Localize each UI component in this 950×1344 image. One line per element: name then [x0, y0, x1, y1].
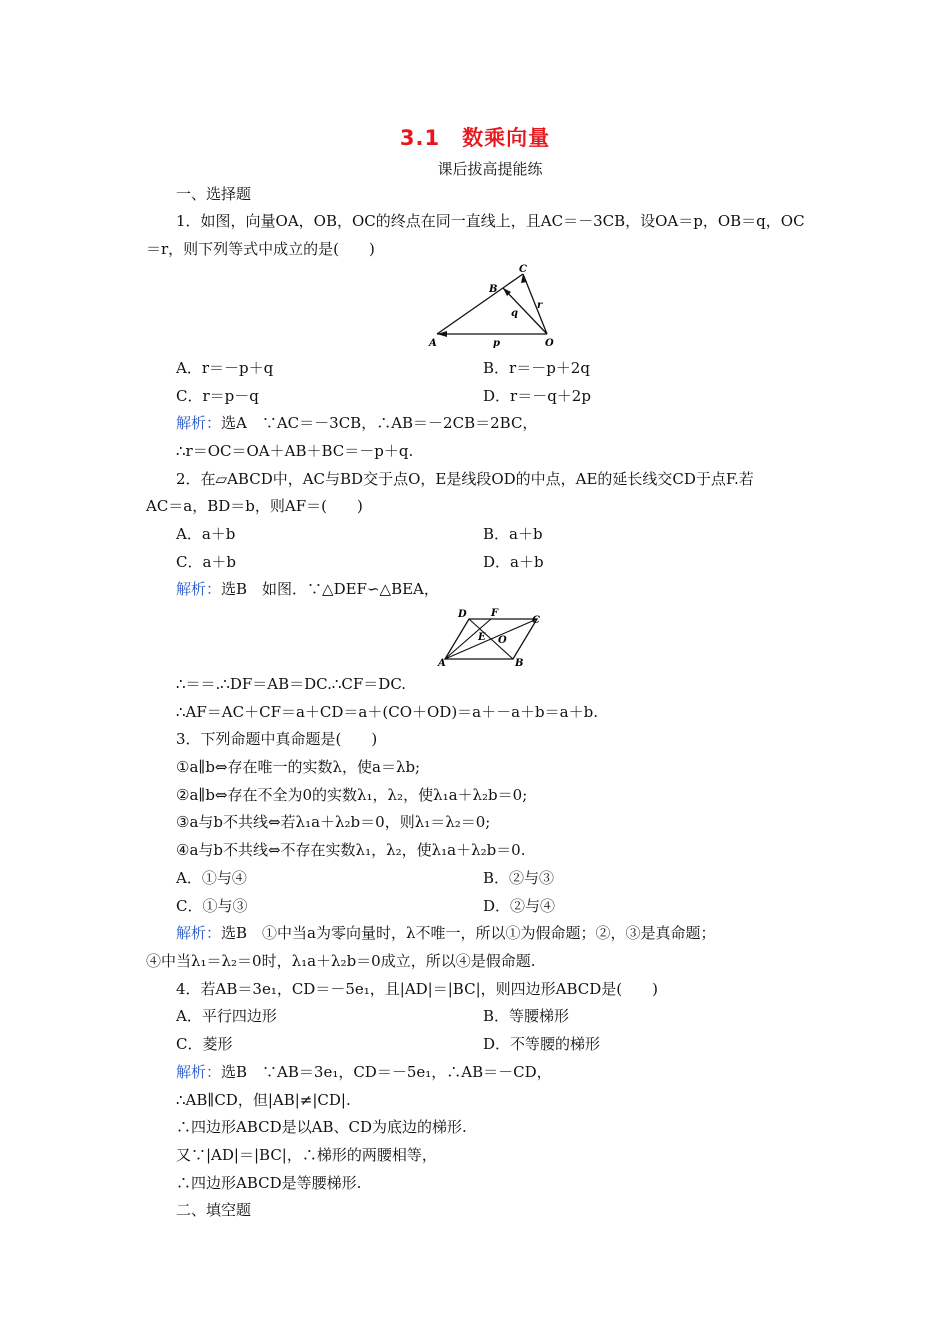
q4-solution-label: 解析： — [176, 1063, 222, 1081]
q2-label-o: O — [498, 635, 507, 646]
q4-solution-line4: 又∵|AD|＝|BC|，∴梯形的两腰相等， — [176, 1146, 437, 1164]
q4-solution-line2: ∴AB∥CD，但|AB|≠|CD|. — [176, 1091, 351, 1109]
q1-label-o: O — [545, 338, 554, 349]
q2-label-b: B — [515, 658, 524, 668]
q2-label-a: A — [438, 658, 446, 668]
q2-option-b: B．a＋b — [483, 525, 543, 543]
q3-statement-1: ①a∥b⇔存在唯一的实数λ，使a＝λb; — [176, 758, 421, 776]
q2-option-c: C．a＋b — [176, 553, 237, 571]
q1-vector-r — [523, 274, 547, 334]
q4-option-c: C．菱形 — [176, 1035, 233, 1053]
q3-stem: 3．下列命题中真命题是( ) — [176, 730, 378, 748]
q4-option-d: D．不等腰的梯形 — [483, 1035, 601, 1053]
q4-solution-line5: ∴四边形ABCD是等腰梯形. — [176, 1174, 362, 1192]
q1-figure — [425, 262, 565, 354]
q2-option-a: A．a＋b — [176, 525, 236, 543]
q1-solution-label: 解析： — [176, 414, 222, 432]
q3-solution-label: 解析： — [176, 924, 222, 942]
q4-solution — [176, 1062, 552, 1082]
q2-label-e: E — [478, 632, 486, 643]
q3-solution-line2: ④中当λ₁＝λ₂＝0时，λ₁a＋λ₂b＝0成立，所以④是假命题. — [146, 952, 536, 970]
q1-stem-line2: ＝r，则下列等式中成立的是( ) — [146, 240, 375, 258]
q3-option-d: D．②与④ — [483, 897, 556, 915]
q1-segment-ac — [437, 274, 523, 334]
q1-label-c: C — [519, 264, 527, 275]
q1-label-a: A — [429, 338, 437, 349]
q1-option-b: B．r＝－p＋2q — [483, 359, 590, 377]
q2-stem-line1: 2．在▱ABCD中，AC与BD交于点O，E是线段OD的中点，AE的延长线交CD于点F.若 — [176, 470, 754, 488]
q2-label-f: F — [491, 608, 499, 619]
q1-option-c: C．r＝p－q — [176, 387, 259, 405]
q2-solution-text: 选B 如图．∵△DEF∽△BEA， — [221, 580, 439, 598]
q3-solution — [176, 923, 716, 943]
q1-option-a: A．r＝－p＋q — [176, 359, 274, 377]
q4-solution-text: 选B ∵AB＝3e₁，CD＝－5e₁，∴AB＝－CD， — [221, 1063, 552, 1081]
q1-vector-q — [503, 288, 547, 334]
q3-solution-text: 选B ①中当a为零向量时，λ不唯一，所以①为假命题；②，③是真命题； — [221, 924, 716, 942]
q1-solution — [176, 413, 537, 433]
q3-option-c: C．①与③ — [176, 897, 248, 915]
q3-statement-2: ②a∥b⇔存在不全为0的实数λ₁，λ₂，使λ₁a＋λ₂b＝0; — [176, 786, 528, 804]
page-title: 3.1 数乘向量 — [399, 126, 551, 150]
q2-figure — [436, 604, 548, 668]
q3-statement-3: ③a与b不共线⇔若λ₁a＋λ₂b＝0，则λ₁＝λ₂＝0; — [176, 813, 491, 831]
q1-option-d: D．r＝－q＋2p — [483, 387, 591, 405]
q2-label-c: C — [532, 615, 540, 626]
q1-label-r: r — [537, 300, 543, 311]
page-subtitle: 课后拔高提能练 — [437, 160, 543, 178]
q2-stem-line2: AC＝a，BD＝b，则AF＝( ) — [146, 497, 363, 515]
q1-label-p: p — [493, 338, 500, 349]
q2-label-d: D — [458, 609, 467, 620]
q2-solution-line2: ∴＝＝.∴DF＝AB＝DC.∴CF＝DC. — [176, 675, 407, 693]
q2-solution — [176, 579, 439, 599]
q1-solution-line2: ∴r＝OC＝OA＋AB＋BC＝－p＋q. — [176, 442, 414, 460]
q1-label-b: B — [489, 284, 498, 295]
q3-statement-4: ④a与b不共线⇔不存在实数λ₁，λ₂，使λ₁a＋λ₂b＝0. — [176, 841, 526, 859]
section-heading-choice: 一、选择题 — [176, 185, 252, 203]
q4-option-b: B．等腰梯形 — [483, 1007, 570, 1025]
q4-stem: 4．若AB＝3e₁，CD＝－5e₁，且|AD|＝|BC|，则四边形ABCD是( ) — [176, 980, 658, 998]
q3-option-b: B．②与③ — [483, 869, 555, 887]
q1-stem-line1: 1．如图，向量OA，OB，OC的终点在同一直线上，且AC＝－3CB，设OA＝p，OB＝q，OC — [176, 212, 805, 230]
q1-label-q: q — [511, 308, 518, 319]
q2-solution-line3: ∴AF＝AC＋CF＝a＋CD＝a＋(CO＋OD)＝a＋－a＋b＝a＋b. — [176, 703, 598, 721]
q2-solution-label: 解析： — [176, 580, 222, 598]
q3-option-a: A．①与④ — [176, 869, 247, 887]
q2-option-d: D．a＋b — [483, 553, 544, 571]
q1-solution-text: 选A ∵AC＝－3CB，∴AB＝－2CB＝2BC， — [221, 414, 538, 432]
q1-arrowhead-p — [437, 331, 447, 337]
q4-option-a: A．平行四边形 — [176, 1007, 277, 1025]
q4-solution-line3: ∴四边形ABCD是以AB、CD为底边的梯形. — [176, 1118, 467, 1136]
section-heading-fill: 二、填空题 — [176, 1201, 252, 1219]
